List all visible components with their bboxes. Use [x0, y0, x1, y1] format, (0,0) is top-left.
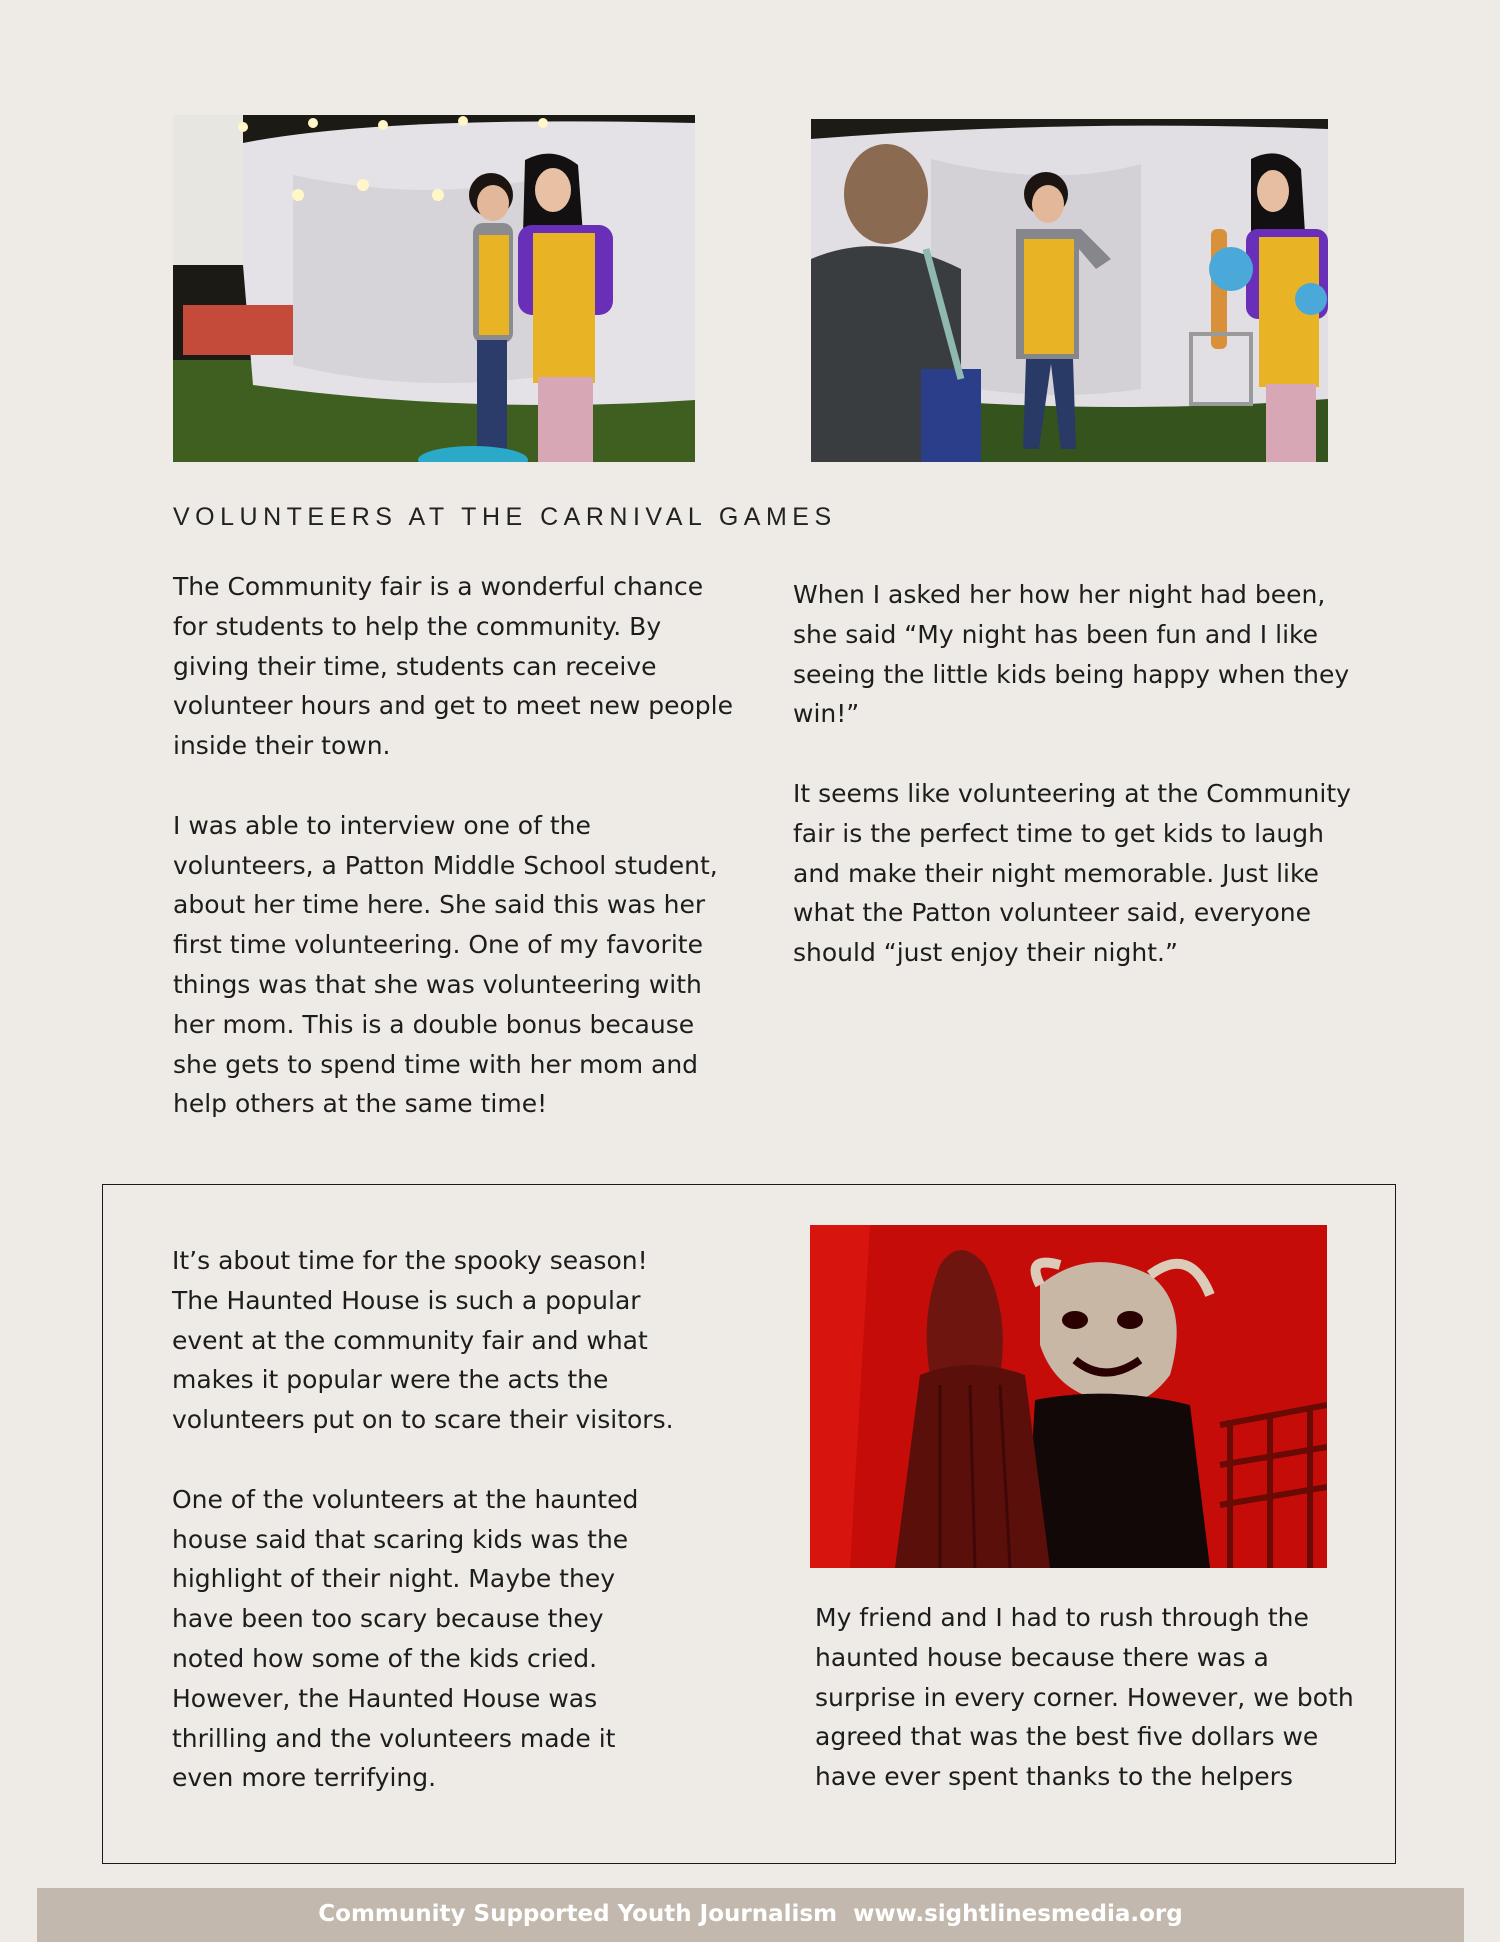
section-heading: VOLUNTEERS AT THE CARNIVAL GAMES [173, 503, 837, 531]
paragraph: It seems like volunteering at the Community fair is the perfect time to get kids to laugh and make their night memorable. Just like what the Patton volunteer said, everyone should “just enjoy their night.” [793, 778, 1351, 968]
article-left-column [173, 567, 733, 1124]
article-right-column [793, 575, 1353, 973]
footer-text: Community Supported Youth Journalism www.sightlinesmedia.org [318, 1901, 1183, 1927]
paragraph: The Community fair is a wonderful chance for students to help the community. By giving their time, students can receive volunteer hours and get to meet new people inside their town. [173, 572, 733, 761]
haunted-right-column [815, 1598, 1355, 1797]
photo-haunted-house [810, 1225, 1327, 1568]
haunted-left-column [172, 1241, 682, 1798]
photo-volunteers-tent [173, 115, 695, 462]
paragraph: It’s about time for the spooky season! The Haunted House is such a popular event at the community fair and what makes it popular were the acts the volunteers put on to scare their visitors. [172, 1246, 674, 1435]
paragraph: My friend and I had to rush through the haunted house because there was a surprise in every corner. However, we both agreed that was the best five dollars we have ever spent thanks to the helpers [815, 1603, 1354, 1792]
paragraph: I was able to interview one of the volunteers, a Patton Middle School student, about her time here. She said this was her first time volunteering. One of my favorite things was that she was volunteering with her mom. This is a double bonus because she gets to spend time with her mom and help others at the same time! [173, 810, 718, 1119]
footer-bar [37, 1888, 1464, 1942]
photo-volunteers-visitor [811, 119, 1328, 462]
paragraph: One of the volunteers at the haunted house said that scaring kids was the highlight of their night. Maybe they have been too scary because they noted how some of the kids cried. However, the Haunted House was thrilling and the volunteers made it even more terrifying. [172, 1484, 639, 1793]
paragraph: When I asked her how her night had been, she said “My night has been fun and I like seeing the little kids being happy when they win!” [793, 580, 1350, 729]
